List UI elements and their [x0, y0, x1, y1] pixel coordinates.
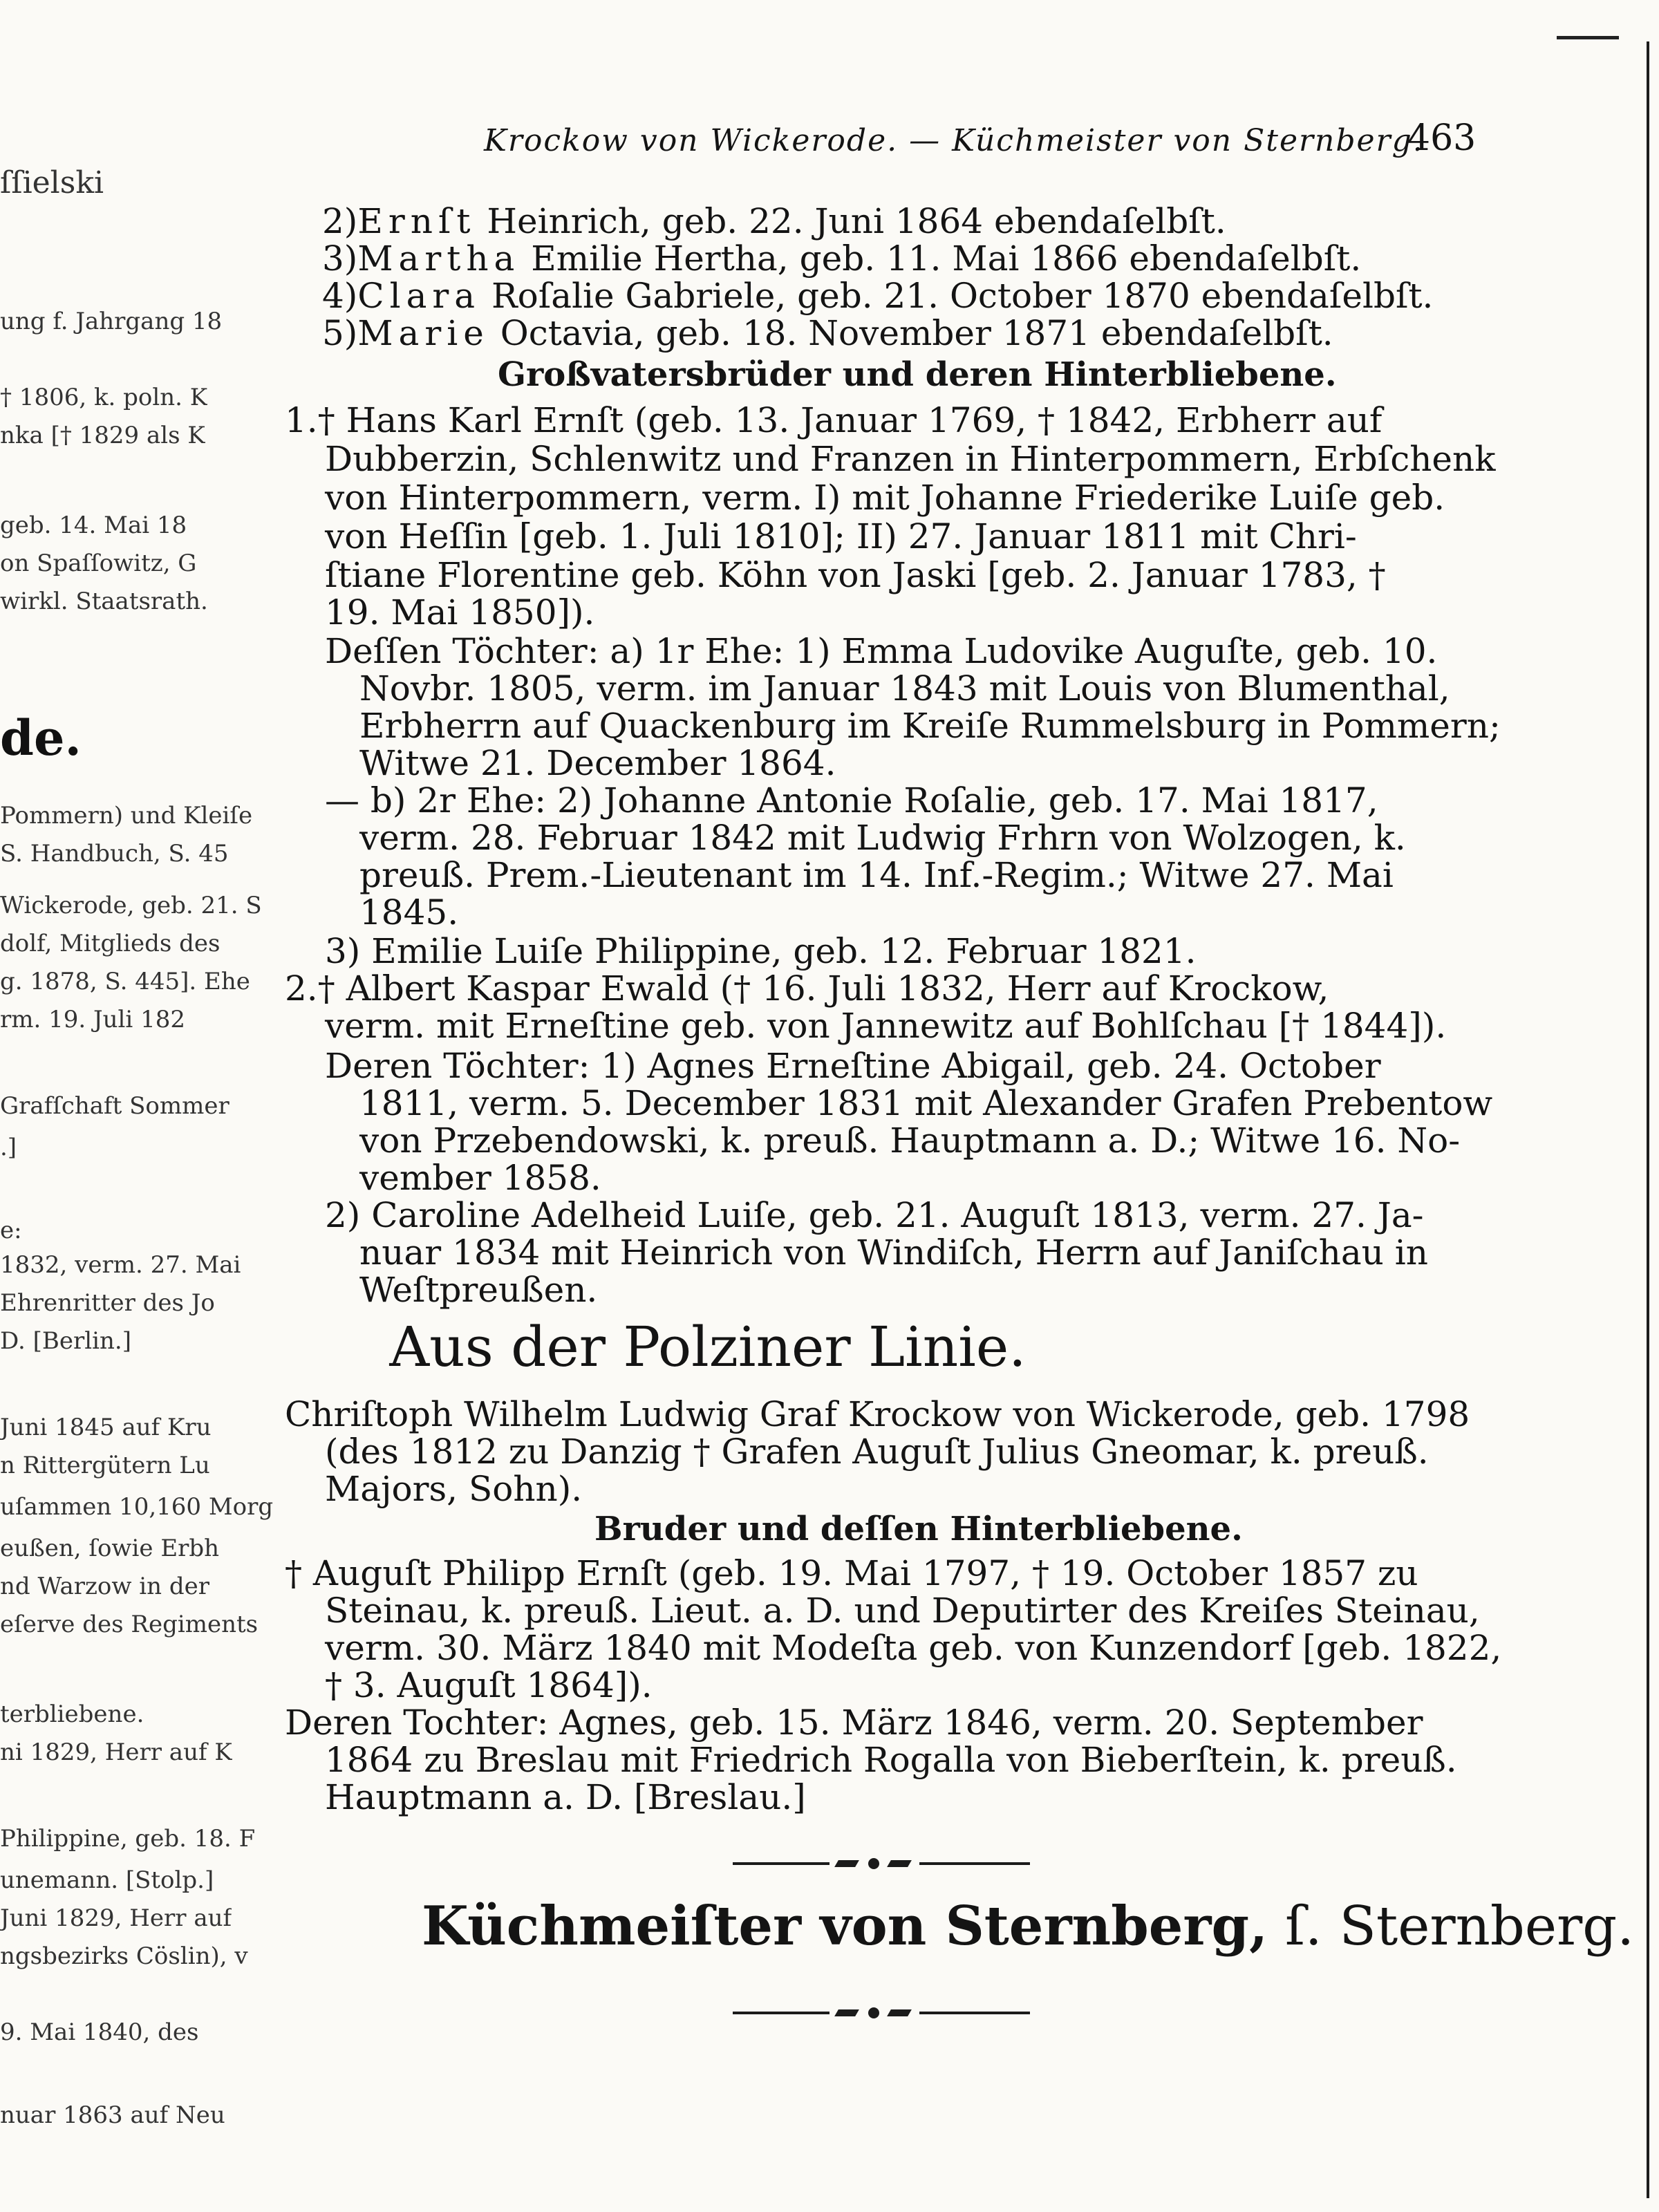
ornament-bar — [919, 2012, 1030, 2014]
bleed-line: e: — [0, 1217, 22, 1244]
ornament-bar — [733, 1862, 830, 1865]
ornament-diamond — [887, 2009, 912, 2016]
brother-entry-line: verm. 30. März 1840 mit Modeſta geb. von Kunzendorf [geb. 1822, — [325, 1628, 1502, 1668]
spine-line — [1647, 41, 1649, 2198]
daughters-line: Novbr. 1805, verm. im Januar 1843 mit Louis von Blumenthal, — [359, 668, 1450, 709]
ornament-diamond — [834, 2009, 859, 2016]
bleed-line: g. 1878, S. 445]. Ehe — [0, 968, 250, 995]
daughters-line: Witwe 21. December 1864. — [359, 743, 836, 783]
ornament-dot — [868, 2007, 879, 2018]
child-number: 2) — [322, 201, 358, 241]
entry-line: 19. Mai 1850]). — [325, 592, 595, 632]
child-entry — [322, 238, 1361, 279]
child-name-spaced: Clara — [357, 276, 481, 316]
entry-line: 1.† Hans Karl Ernſt (geb. 13. Januar 1769, † 1842, Erbherr auf — [285, 400, 1382, 440]
left-page-margin-bleed — [0, 0, 274, 2212]
bleed-line: n Rittergütern Lu — [0, 1452, 210, 1479]
child-details: Emilie Hertha, geb. 11. Mai 1866 ebendaſelbſt. — [520, 238, 1362, 279]
bleed-line: Grafſchaft Sommer — [0, 1092, 229, 1120]
daughters-line: Deren Töchter: 1) Agnes Erneſtine Abigail, geb. 24. October — [325, 1046, 1381, 1086]
brother-daughter-line: Deren Tochter: Agnes, geb. 15. März 1846, verm. 20. September — [285, 1703, 1423, 1743]
bleed-line: unemann. [Stolp.] — [0, 1866, 214, 1894]
entry-line: 2.† Albert Kaspar Ewald († 16. Juli 1832, Herr auf Krockow, — [285, 968, 1329, 1009]
child-details: Octavia, geb. 18. November 1871 ebendaſelbſt. — [489, 313, 1333, 353]
cross-reference-name: Küchmeiſter von Sternberg, — [422, 1895, 1268, 1958]
child-number: 4) — [322, 276, 358, 316]
child-number: 3) — [322, 238, 358, 279]
child-entry — [322, 200, 1226, 242]
cross-reference-title — [422, 1895, 1634, 1958]
bleed-line: de. — [0, 712, 82, 765]
bleed-line: nd Warzow in der — [0, 1573, 209, 1600]
page-number: 463 — [1407, 118, 1477, 159]
bleed-line: Ehrenritter des Jo — [0, 1289, 215, 1317]
count-entry-line: Majors, Sohn). — [325, 1469, 583, 1509]
count-entry-line: (des 1812 zu Danzig † Grafen Auguſt Julius Gneomar, k. preuß. — [325, 1432, 1429, 1472]
daughters-line: Erbherrn auf Quackenburg im Kreiſe Rummelsburg in Pommern; — [359, 706, 1501, 746]
entry-line: ſtiane Florentine geb. Köhn von Jaski [geb. 2. Januar 1783, † — [325, 555, 1386, 595]
running-head: Krockow von Wickerode. — Küchmeister von Sternberg. — [484, 123, 1424, 158]
bleed-line: Wickerode, geb. 21. S — [0, 892, 262, 919]
daughters-line: Weſtpreußen. — [359, 1270, 598, 1310]
subheading-grandfather-brothers: Großvatersbrüder und deren Hinterbliebene. — [498, 355, 1337, 394]
ornamental-rule — [733, 1855, 1030, 1872]
subheading-brother: Bruder und deſſen Hinterbliebene. — [594, 1510, 1243, 1548]
section-title: Aus der Polziner Linie. — [389, 1315, 1027, 1379]
edge-mark — [1557, 36, 1619, 39]
daughters-line: Deſſen Töchter: a) 1r Ehe: 1) Emma Ludovike Auguſte, geb. 10. — [325, 631, 1438, 671]
bleed-line: ung f. Jahrgang 18 — [0, 308, 223, 335]
ornament-diamond — [887, 1860, 912, 1867]
bleed-line: terbliebene. — [0, 1700, 144, 1728]
daughters-line: vember 1858. — [359, 1158, 601, 1198]
cross-reference-target: ſ. Sternberg. — [1268, 1895, 1635, 1958]
child-name-spaced: Marie — [357, 313, 489, 353]
bleed-line: .] — [0, 1134, 17, 1161]
bleed-line: † 1806, k. poln. K — [0, 384, 208, 411]
brother-entry-line: † Auguſt Philipp Ernſt (geb. 19. Mai 1797, † 19. October 1857 zu — [285, 1553, 1418, 1593]
daughters-line: — b) 2r Ehe: 2) Johanne Antonie Roſalie, geb. 17. Mai 1817, — [325, 780, 1378, 821]
brother-entry-line: † 3. Auguſt 1864]). — [325, 1665, 653, 1705]
child-details: Roſalie Gabriele, geb. 21. October 1870 ebendaſelbſt. — [480, 276, 1434, 316]
entry-line: von Hinterpommern, verm. I) mit Johanne Friederike Luiſe geb. — [325, 478, 1445, 518]
bleed-line: ngsbezirks Cöslin), v — [0, 1942, 248, 1970]
bleed-line: 9. Mai 1840, des — [0, 2018, 199, 2046]
child-number: 5) — [322, 313, 358, 353]
daughters-line: 1811, verm. 5. December 1831 mit Alexander Grafen Prebentow — [359, 1083, 1493, 1123]
entry-line: verm. mit Erneſtine geb. von Jannewitz auf Bohlſchau [† 1844]). — [325, 1006, 1447, 1046]
brother-entry-line: Steinau, k. preuß. Lieut. a. D. und Deputirter des Kreiſes Steinau, — [325, 1591, 1480, 1631]
entry-line: von Heſſin [geb. 1. Juli 1810]; II) 27. Januar 1811 mit Chri- — [325, 516, 1357, 556]
ornament-diamond — [834, 1860, 859, 1867]
bleed-line: eſerve des Regiments — [0, 1611, 259, 1638]
daughters-line: verm. 28. Februar 1842 mit Ludwig Frhrn von Wolzogen, k. — [359, 818, 1406, 858]
bleed-line: ſſielski — [0, 166, 104, 200]
ornament-dot — [868, 1858, 879, 1869]
bleed-line: D. [Berlin.] — [0, 1327, 132, 1355]
brother-daughter-line: Hauptmann a. D. [Breslau.] — [325, 1777, 806, 1817]
daughters-line: 1845. — [359, 892, 459, 932]
daughters-line: 2) Caroline Adelheid Luiſe, geb. 21. Auguſt 1813, verm. 27. Ja- — [325, 1195, 1424, 1235]
child-name-spaced: Ernſt — [357, 201, 476, 241]
bleed-line: S. Handbuch, S. 45 — [0, 840, 229, 868]
bleed-line: nka [† 1829 als K — [0, 422, 205, 449]
child-details: Heinrich, geb. 22. Juni 1864 ebendaſelbſt. — [476, 201, 1226, 241]
bleed-line: 1832, verm. 27. Mai — [0, 1251, 241, 1279]
bleed-line: Philippine, geb. 18. F — [0, 1825, 256, 1853]
bleed-line: uſammen 10,160 Morg — [0, 1493, 274, 1521]
brother-daughter-line: 1864 zu Breslau mit Friedrich Rogalla von Bieberſtein, k. preuß. — [325, 1740, 1457, 1780]
ornament-bar — [733, 2012, 830, 2014]
bleed-line: wirkl. Staatsrath. — [0, 588, 208, 615]
bleed-line: Pommern) und Kleiſe — [0, 802, 253, 830]
entry-line: Dubberzin, Schlenwitz und Franzen in Hinterpommern, Erbſchenk — [325, 439, 1496, 479]
daughters-line: von Przebendowski, k. preuß. Hauptmann a. D.; Witwe 16. No- — [359, 1121, 1461, 1161]
bleed-line: dolf, Mitglieds des — [0, 930, 221, 957]
bleed-line: Juni 1829, Herr auf — [0, 1904, 232, 1932]
bleed-line: ni 1829, Herr auf K — [0, 1738, 232, 1766]
count-entry-line: Chriſtoph Wilhelm Ludwig Graf Krockow von Wickerode, geb. 1798 — [285, 1394, 1470, 1434]
bleed-line: eußen, ſowie Erbh — [0, 1535, 220, 1562]
bleed-line: on Spaſſowitz, G — [0, 550, 197, 577]
bleed-line: rm. 19. Juli 182 — [0, 1006, 185, 1033]
bleed-line: geb. 14. Mai 18 — [0, 512, 187, 539]
daughters-line: preuß. Prem.-Lieutenant im 14. Inf.-Regim.; Witwe 27. Mai — [359, 855, 1394, 895]
bleed-line: Juni 1845 auf Kru — [0, 1414, 212, 1441]
ornament-bar — [919, 1862, 1030, 1865]
child-name-spaced: Martha — [357, 238, 521, 279]
child-entry — [322, 312, 1333, 354]
child-entry — [322, 275, 1433, 317]
ornamental-rule — [733, 2005, 1030, 2021]
daughters-line: 3) Emilie Luiſe Philippine, geb. 12. Februar 1821. — [325, 931, 1197, 971]
right-binding-edge — [1637, 0, 1659, 2212]
daughters-line: nuar 1834 mit Heinrich von Windiſch, Herrn auf Janiſchau in — [359, 1232, 1428, 1273]
bleed-line: nuar 1863 auf Neu — [0, 2101, 225, 2129]
